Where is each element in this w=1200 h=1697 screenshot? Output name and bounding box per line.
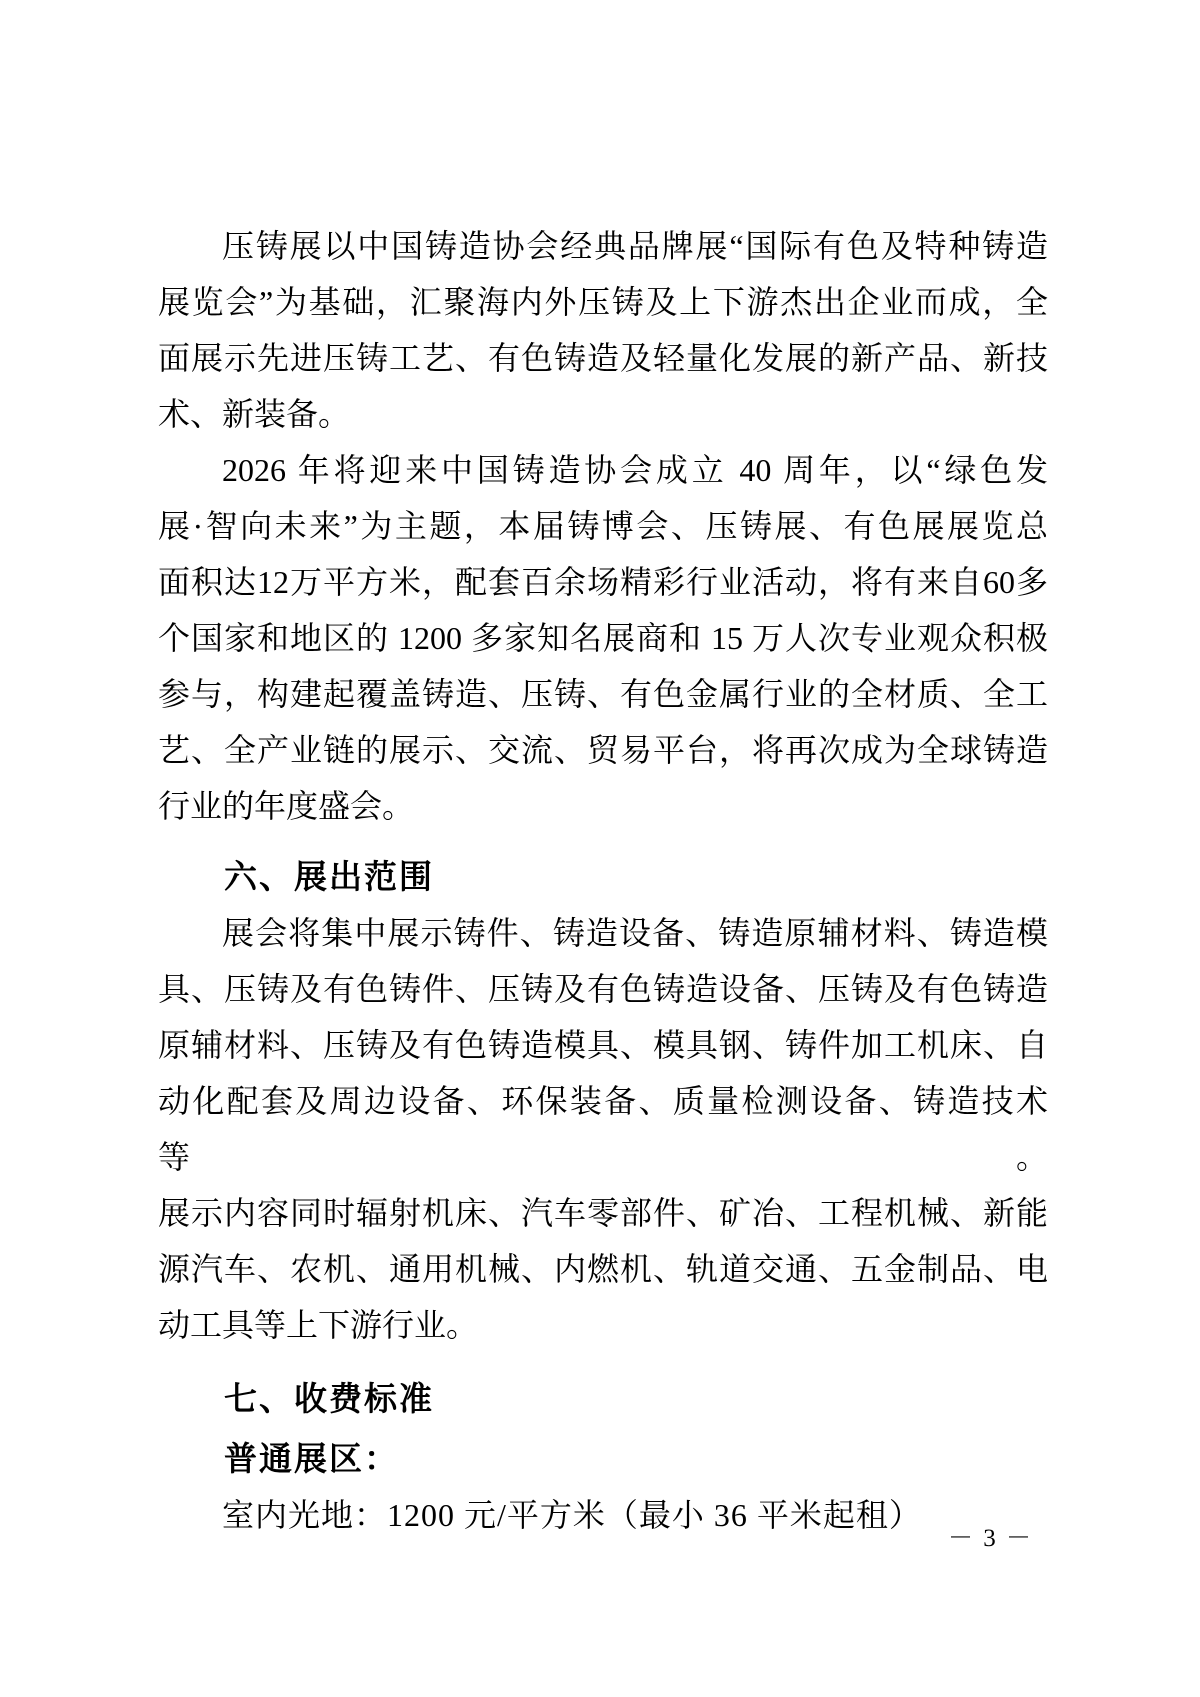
paragraph-line: 展会将集中展示铸件、铸造设备、铸造原辅材料、铸造模 — [222, 915, 1048, 951]
paragraph-line: 原辅材料、压铸及有色铸造模具、模具钢、铸件加工机床、自 — [158, 1027, 1048, 1063]
document-body — [158, 218, 1048, 1543]
paragraph-line: 具、压铸及有色铸件、压铸及有色铸造设备、压铸及有色铸造 — [158, 971, 1048, 1007]
paragraph-line: 展·智向未来”为主题，本届铸博会、压铸展、有色展展览总 — [158, 508, 1048, 544]
subheading-general-zone: 普通展区： — [224, 1440, 399, 1477]
paragraph-line: 展览会”为基础，汇聚海内外压铸及上下游杰出企业而成，全 — [158, 284, 1048, 320]
paragraph-line: 展示内容同时辐射机床、汽车零部件、矿冶、工程机械、新能 — [158, 1195, 1048, 1231]
paragraph-line: 面展示先进压铸工艺、有色铸造及轻量化发展的新产品、新技 — [158, 340, 1048, 376]
price-line: 室内光地：1200 元/平方米（最小 36 平米起租） — [222, 1497, 922, 1533]
paragraph-line: 参与，构建起覆盖铸造、压铸、有色金属行业的全材质、全工 — [158, 676, 1048, 712]
paragraph-line: 行业的年度盛会。 — [158, 788, 415, 824]
section-heading-exhibit-scope: 六、展出范围 — [224, 858, 434, 895]
section-heading-fee-standard: 七、收费标准 — [224, 1380, 434, 1417]
paragraph-line: 动工具等上下游行业。 — [158, 1307, 479, 1343]
paragraph-line: 动化配套及周边设备、环保装备、质量检测设备、铸造技术等。 — [158, 1083, 1048, 1175]
paragraph-line: 2026 年将迎来中国铸造协会成立 40 周年，以“绿色发 — [222, 452, 1048, 488]
page-number: － 3 － — [947, 1525, 1033, 1552]
paragraph-line: 个国家和地区的 1200 多家知名展商和 15 万人次专业观众积极 — [158, 620, 1048, 656]
paragraph-line: 源汽车、农机、通用机械、内燃机、轨道交通、五金制品、电 — [158, 1251, 1048, 1287]
paragraph-line: 面积达12万平方米，配套百余场精彩行业活动，将有来自60多 — [158, 564, 1048, 600]
paragraph-line: 艺、全产业链的展示、交流、贸易平台，将再次成为全球铸造 — [158, 732, 1048, 768]
paragraph-line: 术、新装备。 — [158, 396, 351, 432]
paragraph-line: 压铸展以中国铸造协会经典品牌展“国际有色及特种铸造 — [222, 228, 1048, 264]
